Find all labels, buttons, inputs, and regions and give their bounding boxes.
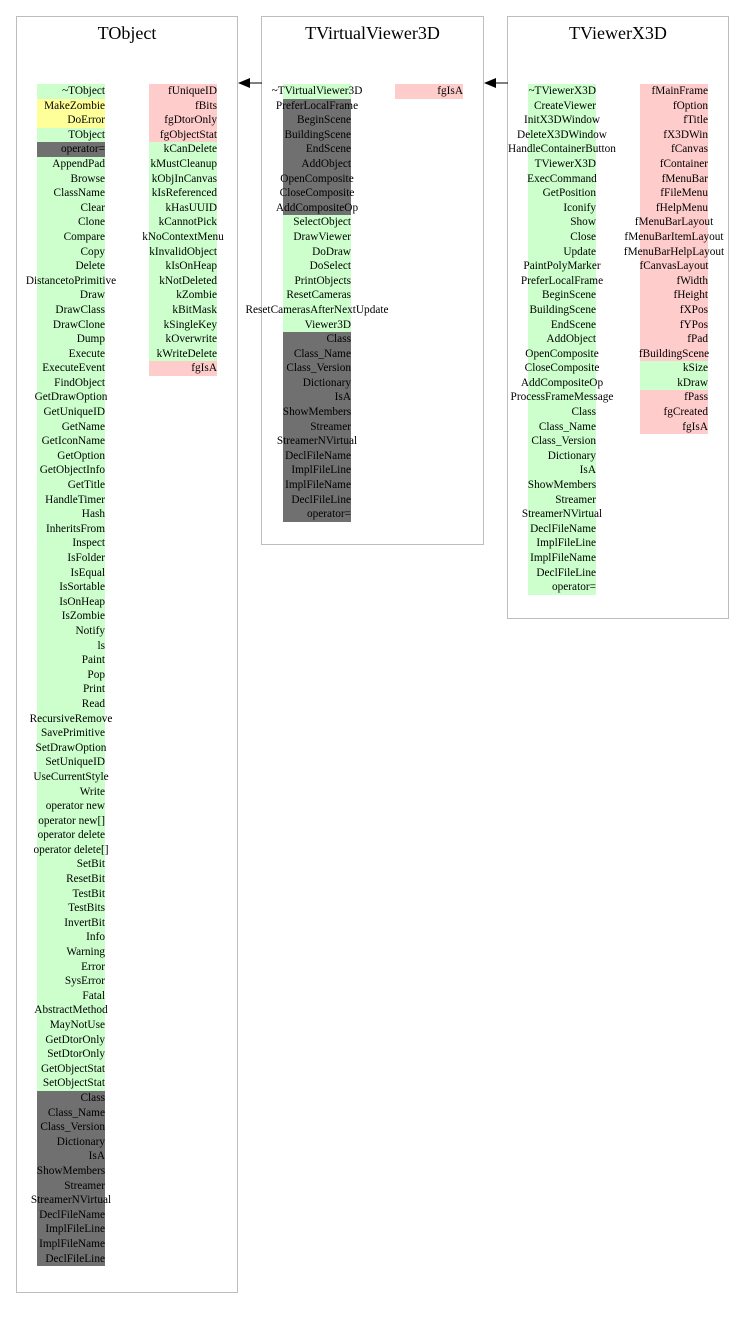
tviewerx3d-method-label: Close [570, 230, 596, 243]
tviewerx3d-method-label: ImplFileName [530, 552, 596, 564]
tvirtualviewer3d-method-label: Streamer [310, 420, 351, 433]
tobject-method-label: IsZombie [61, 610, 105, 623]
tviewerx3d-member-label: fOption [672, 99, 708, 112]
tobject-method-label: TestBits [68, 902, 105, 915]
tobject-method-label: SetUniqueID [45, 756, 105, 769]
tobject-method-label: IsEqual [70, 566, 105, 579]
tvirtualviewer3d-method-label: PrintObjects [294, 274, 351, 287]
tobject-method-label: ImplFileLine [45, 1223, 105, 1236]
tobject-method-label: Notify [75, 624, 105, 637]
tviewerx3d-method-label: ImplFileLine [536, 537, 596, 550]
tobject-method-label: Hash [81, 508, 105, 521]
tobject-method-label: GetIconName [41, 435, 105, 448]
tviewerx3d-method-label: Update [563, 245, 596, 258]
tviewerx3d-method-label: CloseComposite [524, 362, 600, 375]
tobject-method-label: operator delete [37, 829, 105, 842]
tobject-method-label: SavePrimitive [40, 727, 105, 740]
tobject-method-label: FindObject [54, 376, 105, 389]
tvirtualviewer3d-method-label: Class [326, 333, 351, 346]
tobject-method-label: InheritsFrom [46, 522, 105, 535]
tobject-method-label: Clone [78, 216, 105, 229]
tviewerx3d-method-label: Dictionary [547, 449, 596, 462]
tviewerx3d-member-label: fPass [684, 391, 708, 404]
tobject-member-label: kIsReferenced [151, 187, 217, 200]
tvirtualviewer3d-method-label: CloseComposite [279, 187, 355, 200]
tvirtualviewer3d-method-label: DeclFileLine [291, 493, 351, 506]
tvirtualviewer3d-method-label: BuildingScene [284, 128, 351, 141]
tviewerx3d-method-label: EndScene [550, 318, 596, 331]
tviewerx3d-member-label: fgIsA [682, 420, 708, 433]
tobject-method-label: GetUniqueID [43, 406, 105, 419]
class-title-tviewerx3d: TViewerX3D [569, 23, 667, 43]
tvirtualviewer3d-method-label: DrawViewer [293, 230, 351, 243]
tviewerx3d-method-label: DeclFileName [530, 522, 596, 535]
tviewerx3d-method-label: PreferLocalFrame [520, 274, 604, 287]
tviewerx3d-method-label: OpenComposite [525, 347, 599, 360]
tobject-method-label: GetDrawOption [34, 391, 108, 404]
tviewerx3d-member-label: fXPos [679, 303, 708, 316]
arrow-head-tviewerx3d-to-tvirtualviewer3d [484, 78, 496, 88]
tviewerx3d-method-label: DeleteX3DWindow [517, 128, 607, 141]
tobject-method-label: GetDtorOnly [45, 1033, 105, 1046]
tobject-method-label: GetTitle [67, 479, 105, 492]
tvirtualviewer3d-method-label: operator= [306, 508, 351, 521]
tobject-member-label: kNotDeleted [159, 274, 217, 287]
tobject-method-label: operator new [45, 800, 105, 813]
tviewerx3d-member-label: fPad [687, 333, 708, 346]
tobject-method-label: SysError [64, 975, 105, 988]
tobject-member-label: kCannotPick [158, 216, 217, 229]
tobject-method-label: Streamer [64, 1179, 105, 1192]
tviewerx3d-method-label: GetPosition [542, 187, 596, 200]
tviewerx3d-method-label: operator= [551, 581, 596, 594]
tviewerx3d-method-label: PaintPolyMarker [523, 260, 601, 273]
tviewerx3d-member-label: fCanvasLayout [639, 260, 709, 273]
tobject-method-label: Delete [75, 260, 105, 273]
tviewerx3d-member-label: fCanvas [670, 143, 708, 156]
tobject-method-label: RecursiveRemove [29, 712, 113, 725]
tviewerx3d-member-label: fBuildingScene [638, 347, 710, 360]
tobject-method-label: SetBit [76, 858, 105, 871]
tvirtualviewer3d-method-label: OpenComposite [280, 172, 354, 185]
tobject-method-label: Pop [87, 668, 105, 681]
tobject-method-label: Paint [81, 654, 105, 667]
tobject-method-label: IsFolder [67, 552, 105, 564]
tobject-method-label: TestBit [72, 887, 105, 900]
tobject-member-label: kInvalidObject [149, 245, 217, 258]
tobject-member-label: kHasUUID [165, 201, 217, 214]
tviewerx3d-method-label: CreateViewer [533, 99, 596, 112]
tvirtualviewer3d-method-label: SelectObject [293, 216, 351, 229]
tviewerx3d-member-label: fFileMenu [660, 187, 708, 200]
tobject-member-label: kObjInCanvas [151, 172, 217, 185]
tobject-method-label: operator delete[] [33, 843, 109, 856]
tviewerx3d-member-label: fHelpMenu [655, 201, 708, 214]
tvirtualviewer3d-method-label: AddCompositeOp [275, 201, 359, 214]
tviewerx3d-member-label: fMainFrame [651, 85, 708, 97]
tviewerx3d-member-label: fHeight [673, 289, 708, 302]
tviewerx3d-method-label: TViewerX3D [534, 157, 596, 170]
tobject-member-label: kZombie [176, 289, 217, 302]
tvirtualviewer3d-method-label: ResetCameras [286, 289, 351, 302]
tviewerx3d-member-label: fWidth [676, 274, 708, 287]
tviewerx3d-member-label: kDraw [677, 376, 708, 389]
tvirtualviewer3d-method-label: Dictionary [302, 376, 351, 389]
tobject-method-label: Clear [80, 201, 105, 214]
tviewerx3d-member-label: fMenuBarLayout [634, 216, 714, 229]
tviewerx3d-member-label: fgCreated [663, 406, 708, 419]
arrow-head-tvirtualviewer3d-to-tobject [238, 78, 250, 88]
tviewerx3d-member-label: fX3DWin [663, 128, 708, 141]
tvirtualviewer3d-method-label: ImplFileLine [291, 464, 351, 477]
tobject-method-label: ShowMembers [36, 1164, 106, 1177]
tvirtualviewer3d-method-label: EndScene [305, 143, 351, 156]
tobject-method-label: AppendPad [52, 157, 105, 170]
tviewerx3d-method-label: Show [570, 216, 596, 229]
tobject-method-label: Execute [68, 347, 105, 360]
tviewerx3d-method-label: DeclFileLine [536, 566, 596, 579]
tobject-method-label: IsSortable [59, 581, 105, 594]
tobject-method-label: DistancetoPrimitive [25, 274, 117, 287]
tobject-method-label: StreamerNVirtual [30, 1194, 112, 1207]
tviewerx3d-method-label: HandleContainerButton [508, 143, 616, 156]
tobject-method-label: ImplFileName [39, 1237, 105, 1250]
tviewerx3d-member-label: fMenuBarItemLayout [624, 230, 724, 243]
tviewerx3d-method-label: ProcessFrameMessage [510, 391, 614, 404]
tobject-member-label: fUniqueID [168, 85, 217, 97]
tobject-member-label: fBits [195, 99, 217, 112]
tobject-member-label: kCanDelete [163, 143, 217, 156]
tobject-method-label: IsA [88, 1150, 105, 1163]
tobject-method-label: Error [81, 960, 105, 973]
tobject-member-label: fgObjectStat [159, 128, 217, 141]
tobject-method-label: Write [79, 785, 105, 798]
tviewerx3d-method-label: Iconify [563, 201, 596, 214]
tvirtualviewer3d-method-label: ImplFileName [285, 479, 351, 492]
tobject-method-label: DrawClone [52, 318, 105, 331]
tobject-method-label: ClassName [53, 187, 105, 200]
tvirtualviewer3d-method-label: StreamerNVirtual [276, 435, 358, 448]
tobject-method-label: GetObjectInfo [39, 464, 105, 477]
tobject-method-label: operator new[] [38, 814, 105, 827]
tobject-method-label: Print [83, 683, 105, 696]
tobject-method-label: AbstractMethod [34, 1004, 108, 1017]
tvirtualviewer3d-method-label: ~TVirtualViewer3D [271, 85, 363, 97]
tvirtualviewer3d-method-label: DeclFileName [285, 449, 351, 462]
tobject-method-label: Copy [80, 245, 105, 258]
tobject-method-label: Read [81, 697, 105, 710]
tvirtualviewer3d-method-label: AddObject [301, 157, 351, 170]
tvirtualviewer3d-method-label: IsA [334, 391, 351, 404]
tviewerx3d-method-label: BuildingScene [529, 303, 596, 316]
tviewerx3d-method-label: ~TViewerX3D [528, 85, 596, 97]
tobject-method-label: SetDtorOnly [47, 1048, 105, 1061]
tobject-member-label: kBitMask [172, 303, 217, 316]
tobject-method-label: SetObjectStat [42, 1077, 105, 1090]
tviewerx3d-method-label: InitX3DWindow [523, 114, 601, 127]
class-title-tvirtualviewer3d: TVirtualViewer3D [305, 23, 440, 43]
tviewerx3d-method-label: StreamerNVirtual [521, 508, 603, 521]
class-title-tobject: TObject [97, 23, 157, 43]
tviewerx3d-method-label: AddCompositeOp [520, 376, 604, 389]
tviewerx3d-member-label: fMenuBar [661, 172, 708, 185]
tobject-method-label: IsOnHeap [59, 595, 105, 608]
tviewerx3d-member-label: fMenuBarHelpLayout [623, 245, 725, 258]
tobject-member-label: fgDtorOnly [164, 114, 217, 127]
tobject-method-label: SetDrawOption [35, 741, 107, 754]
tvirtualviewer3d-method-label: DoDraw [312, 245, 351, 258]
tviewerx3d-method-label: ExecCommand [527, 172, 597, 185]
tobject-method-label: UseCurrentStyle [33, 770, 109, 783]
tobject-method-label: Warning [66, 946, 105, 959]
tviewerx3d-method-label: Class_Version [531, 435, 596, 448]
tobject-method-label: Dump [76, 333, 105, 346]
tobject-method-label: DoError [67, 114, 105, 127]
tobject-method-label: Class [80, 1091, 105, 1104]
tviewerx3d-member-label: kSize [682, 362, 708, 375]
tobject-method-label: GetName [61, 420, 105, 433]
tobject-member-label: kIsOnHeap [165, 260, 217, 273]
tobject-method-label: GetOption [57, 449, 105, 462]
tobject-method-label: MayNotUse [49, 1019, 105, 1031]
tvirtualviewer3d-method-label: Class_Version [286, 362, 351, 375]
tvirtualviewer3d-method-label: DoSelect [309, 260, 351, 273]
tobject-method-label: HandleTimer [45, 493, 105, 506]
tviewerx3d-method-label: IsA [579, 464, 596, 477]
tviewerx3d-method-label: Streamer [555, 493, 596, 506]
tobject-method-label: ls [97, 639, 105, 652]
tobject-method-label: InvertBit [64, 916, 105, 929]
tobject-member-label: kMustCleanup [150, 157, 217, 170]
tobject-method-label: GetObjectStat [41, 1062, 105, 1075]
tobject-method-label: Class_Name [47, 1106, 105, 1119]
tvirtualviewer3d-method-label: ShowMembers [282, 406, 352, 419]
tobject-method-label: Fatal [82, 989, 105, 1002]
tobject-method-label: ExecuteEvent [42, 362, 105, 375]
tviewerx3d-method-label: BeginScene [542, 289, 596, 302]
tviewerx3d-method-label: AddObject [546, 333, 596, 346]
tobject-method-label: ~TObject [62, 85, 105, 97]
tvirtualviewer3d-method-label: Viewer3D [304, 318, 351, 331]
tobject-method-label: DrawClass [55, 303, 105, 316]
tobject-method-label: Browse [70, 172, 105, 185]
tobject-method-label: TObject [68, 128, 105, 141]
tobject-method-label: ResetBit [66, 873, 105, 886]
tviewerx3d-method-label: ShowMembers [527, 479, 597, 492]
tvirtualviewer3d-member-label: fgIsA [437, 85, 463, 97]
tobject-method-label: Info [86, 931, 105, 944]
tobject-method-label: DeclFileLine [45, 1252, 105, 1265]
tobject-method-label: Draw [79, 289, 105, 302]
tobject-method-label: MakeZombie [44, 99, 105, 112]
tobject-member-label: kOverwrite [165, 333, 217, 346]
tviewerx3d-member-label: fYPos [679, 318, 708, 331]
tobject-method-label: Dictionary [56, 1135, 105, 1148]
tobject-method-label: Class_Version [40, 1121, 105, 1134]
tobject-member-label: fgIsA [191, 362, 217, 375]
tvirtualviewer3d-method-label: Class_Name [293, 347, 351, 360]
tvirtualviewer3d-method-label: BeginScene [297, 114, 351, 127]
tviewerx3d-method-label: Class_Name [538, 420, 596, 433]
tviewerx3d-member-label: fTitle [683, 114, 708, 127]
tviewerx3d-member-label: fContainer [659, 157, 708, 170]
tobject-method-label: operator= [60, 143, 105, 156]
tobject-method-label: Inspect [72, 537, 105, 550]
tviewerx3d-method-label: Class [571, 406, 596, 419]
tobject-member-label: kWriteDelete [156, 347, 217, 360]
tobject-member-label: kSingleKey [163, 318, 217, 331]
tobject-method-label: Compare [63, 230, 105, 243]
tvirtualviewer3d-method-label: PreferLocalFrame [275, 99, 359, 112]
tobject-method-label: DeclFileName [39, 1208, 105, 1221]
tvirtualviewer3d-method-label: ResetCamerasAfterNextUpdate [245, 303, 389, 316]
tobject-member-label: kNoContextMenu [142, 230, 224, 243]
